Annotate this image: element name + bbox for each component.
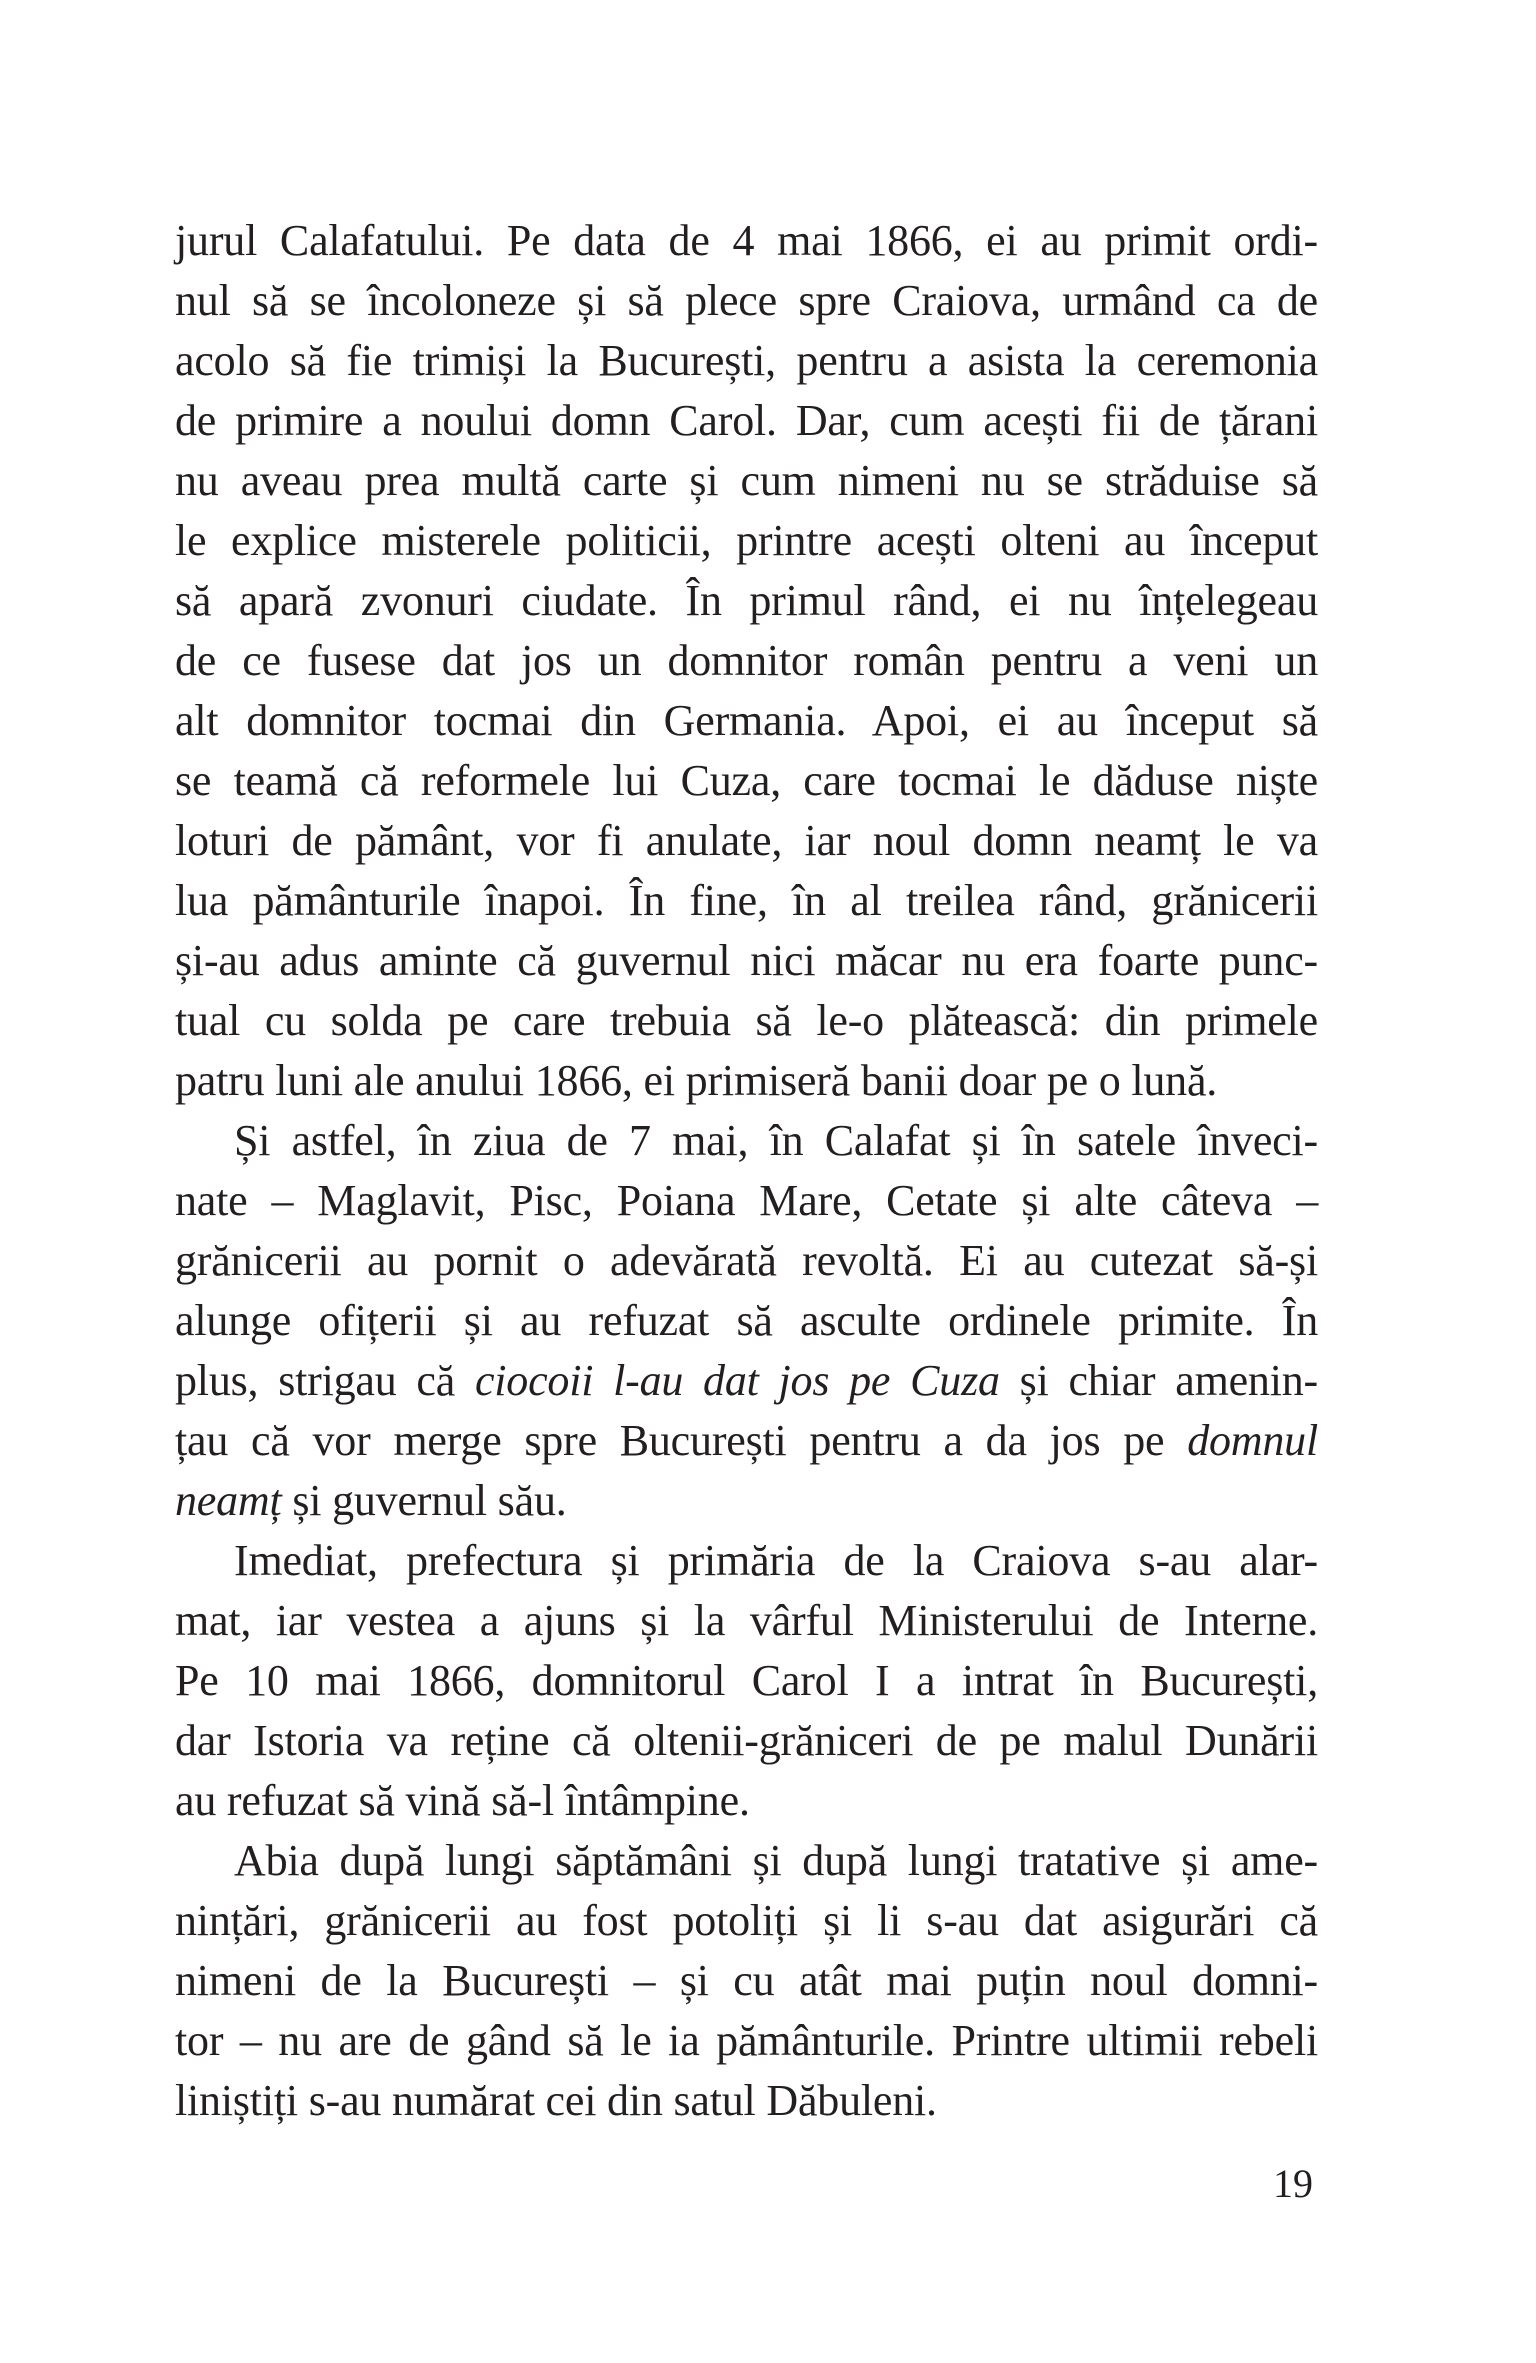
text-segment: și-au adus aminte că guvernul nici măcar nu era foarte punc- [175, 936, 1318, 985]
text-line [175, 1591, 1318, 1651]
text-line [175, 871, 1318, 931]
text-segment: dar Istoria va reține că oltenii-grăniceri de pe malul Dunării [175, 1716, 1318, 1765]
text-line [175, 1411, 1318, 1471]
text-segment: nu aveau prea multă carte și cum nimeni nu se străduise să [175, 456, 1318, 505]
text-line [175, 1711, 1318, 1771]
text-line [175, 1771, 1318, 1831]
text-segment: nimeni de la București – și cu atât mai puțin noul domni- [175, 1956, 1318, 2005]
text-segment: și guvernul său. [281, 1476, 567, 1525]
text-line [175, 1111, 1318, 1171]
text-line [175, 391, 1318, 451]
text-line [175, 1951, 1318, 2011]
page-number: 19 [1273, 2161, 1313, 2206]
text-line [175, 1231, 1318, 1291]
text-line [175, 751, 1318, 811]
text-line [175, 1651, 1318, 1711]
text-line [175, 631, 1318, 691]
text-line [175, 1291, 1318, 1351]
text-segment: plus, strigau că [175, 1356, 475, 1405]
text-line [175, 571, 1318, 631]
text-line [175, 1171, 1318, 1231]
text-segment: acolo să fie trimiși la București, pentru a asista la ceremonia [175, 336, 1318, 385]
text-line [175, 691, 1318, 751]
text-segment: se teamă că reformele lui Cuza, care tocmai le dăduse niște [175, 756, 1318, 805]
text-segment: mat, iar vestea a ajuns și la vârful Ministerului de Interne. [175, 1596, 1318, 1645]
text-line [175, 2011, 1318, 2071]
text-line [175, 2071, 1318, 2131]
text-segment: țau că vor merge spre București pentru a da jos pe [175, 1416, 1188, 1465]
text-segment: alunge ofițerii și au refuzat să asculte ordinele primite. În [175, 1296, 1318, 1345]
text-segment: au refuzat să vină să-l întâmpine. [175, 1776, 750, 1825]
italic-text: neamț [175, 1476, 282, 1525]
text-segment: nate – Maglavit, Pisc, Poiana Mare, Cetate și alte câteva – [175, 1176, 1318, 1225]
text-line [175, 931, 1318, 991]
text-line [175, 1891, 1318, 1951]
italic-text: ciocoii l-au dat jos pe Cuza [474, 1356, 1000, 1405]
text-segment: Pe 10 mai 1866, domnitorul Carol I a intrat în București, [175, 1656, 1318, 1705]
text-line [175, 1471, 1318, 1531]
text-segment: tor – nu are de gând să le ia pământurile. Printre ultimii rebeli [175, 2016, 1318, 2065]
paragraph [175, 1111, 1318, 1531]
paragraph [175, 1531, 1318, 1831]
paragraph [175, 1831, 1318, 2131]
text-segment: să apară zvonuri ciudate. În primul rând, ei nu înțelegeau [175, 576, 1318, 625]
italic-text: domnul [1187, 1416, 1318, 1465]
text-segment: alt domnitor tocmai din Germania. Apoi, ei au început să [175, 696, 1318, 745]
body-text [175, 211, 1318, 2131]
text-segment: nul să se încoloneze și să plece spre Craiova, urmând ca de [175, 276, 1318, 325]
text-line [175, 331, 1318, 391]
text-segment: tual cu solda pe care trebuia să le-o plătească: din primele [175, 996, 1318, 1045]
text-line [175, 271, 1318, 331]
text-segment: Imediat, prefectura și primăria de la Craiova s-au alar- [234, 1536, 1318, 1585]
text-line [175, 1831, 1318, 1891]
text-segment: Abia după lungi săptămâni și după lungi tratative și ame- [234, 1836, 1318, 1885]
text-line [175, 991, 1318, 1051]
text-line [175, 1051, 1318, 1111]
text-line [175, 1351, 1318, 1411]
text-segment: de primire a noului domn Carol. Dar, cum acești fii de țărani [175, 396, 1318, 445]
paragraph [175, 211, 1318, 1111]
text-segment: le explice misterele politicii, printre acești olteni au început [175, 516, 1318, 565]
text-segment: lua pământurile înapoi. În fine, în al treilea rând, grănicerii [175, 876, 1318, 925]
text-segment: jurul Calafatului. Pe data de 4 mai 1866, ei au primit ordi- [175, 216, 1318, 265]
text-line [175, 211, 1318, 271]
text-segment: liniștiți s-au numărat cei din satul Dăbuleni. [175, 2076, 937, 2125]
text-segment: Și astfel, în ziua de 7 mai, în Calafat și în satele înveci- [234, 1116, 1318, 1165]
text-line [175, 1531, 1318, 1591]
text-line [175, 451, 1318, 511]
text-segment: și chiar amenin- [999, 1356, 1319, 1405]
text-segment: loturi de pământ, vor fi anulate, iar noul domn neamț le va [175, 816, 1318, 865]
text-segment: grănicerii au pornit o adevărată revoltă. Ei au cutezat să-și [175, 1236, 1318, 1285]
text-segment: nințări, grănicerii au fost potoliți și li s-au dat asigurări că [175, 1896, 1318, 1945]
text-segment: de ce fusese dat jos un domnitor român pentru a veni un [175, 636, 1318, 685]
text-line [175, 811, 1318, 871]
text-segment: patru luni ale anului 1866, ei primiseră banii doar pe o lună. [175, 1056, 1218, 1105]
text-line [175, 511, 1318, 571]
